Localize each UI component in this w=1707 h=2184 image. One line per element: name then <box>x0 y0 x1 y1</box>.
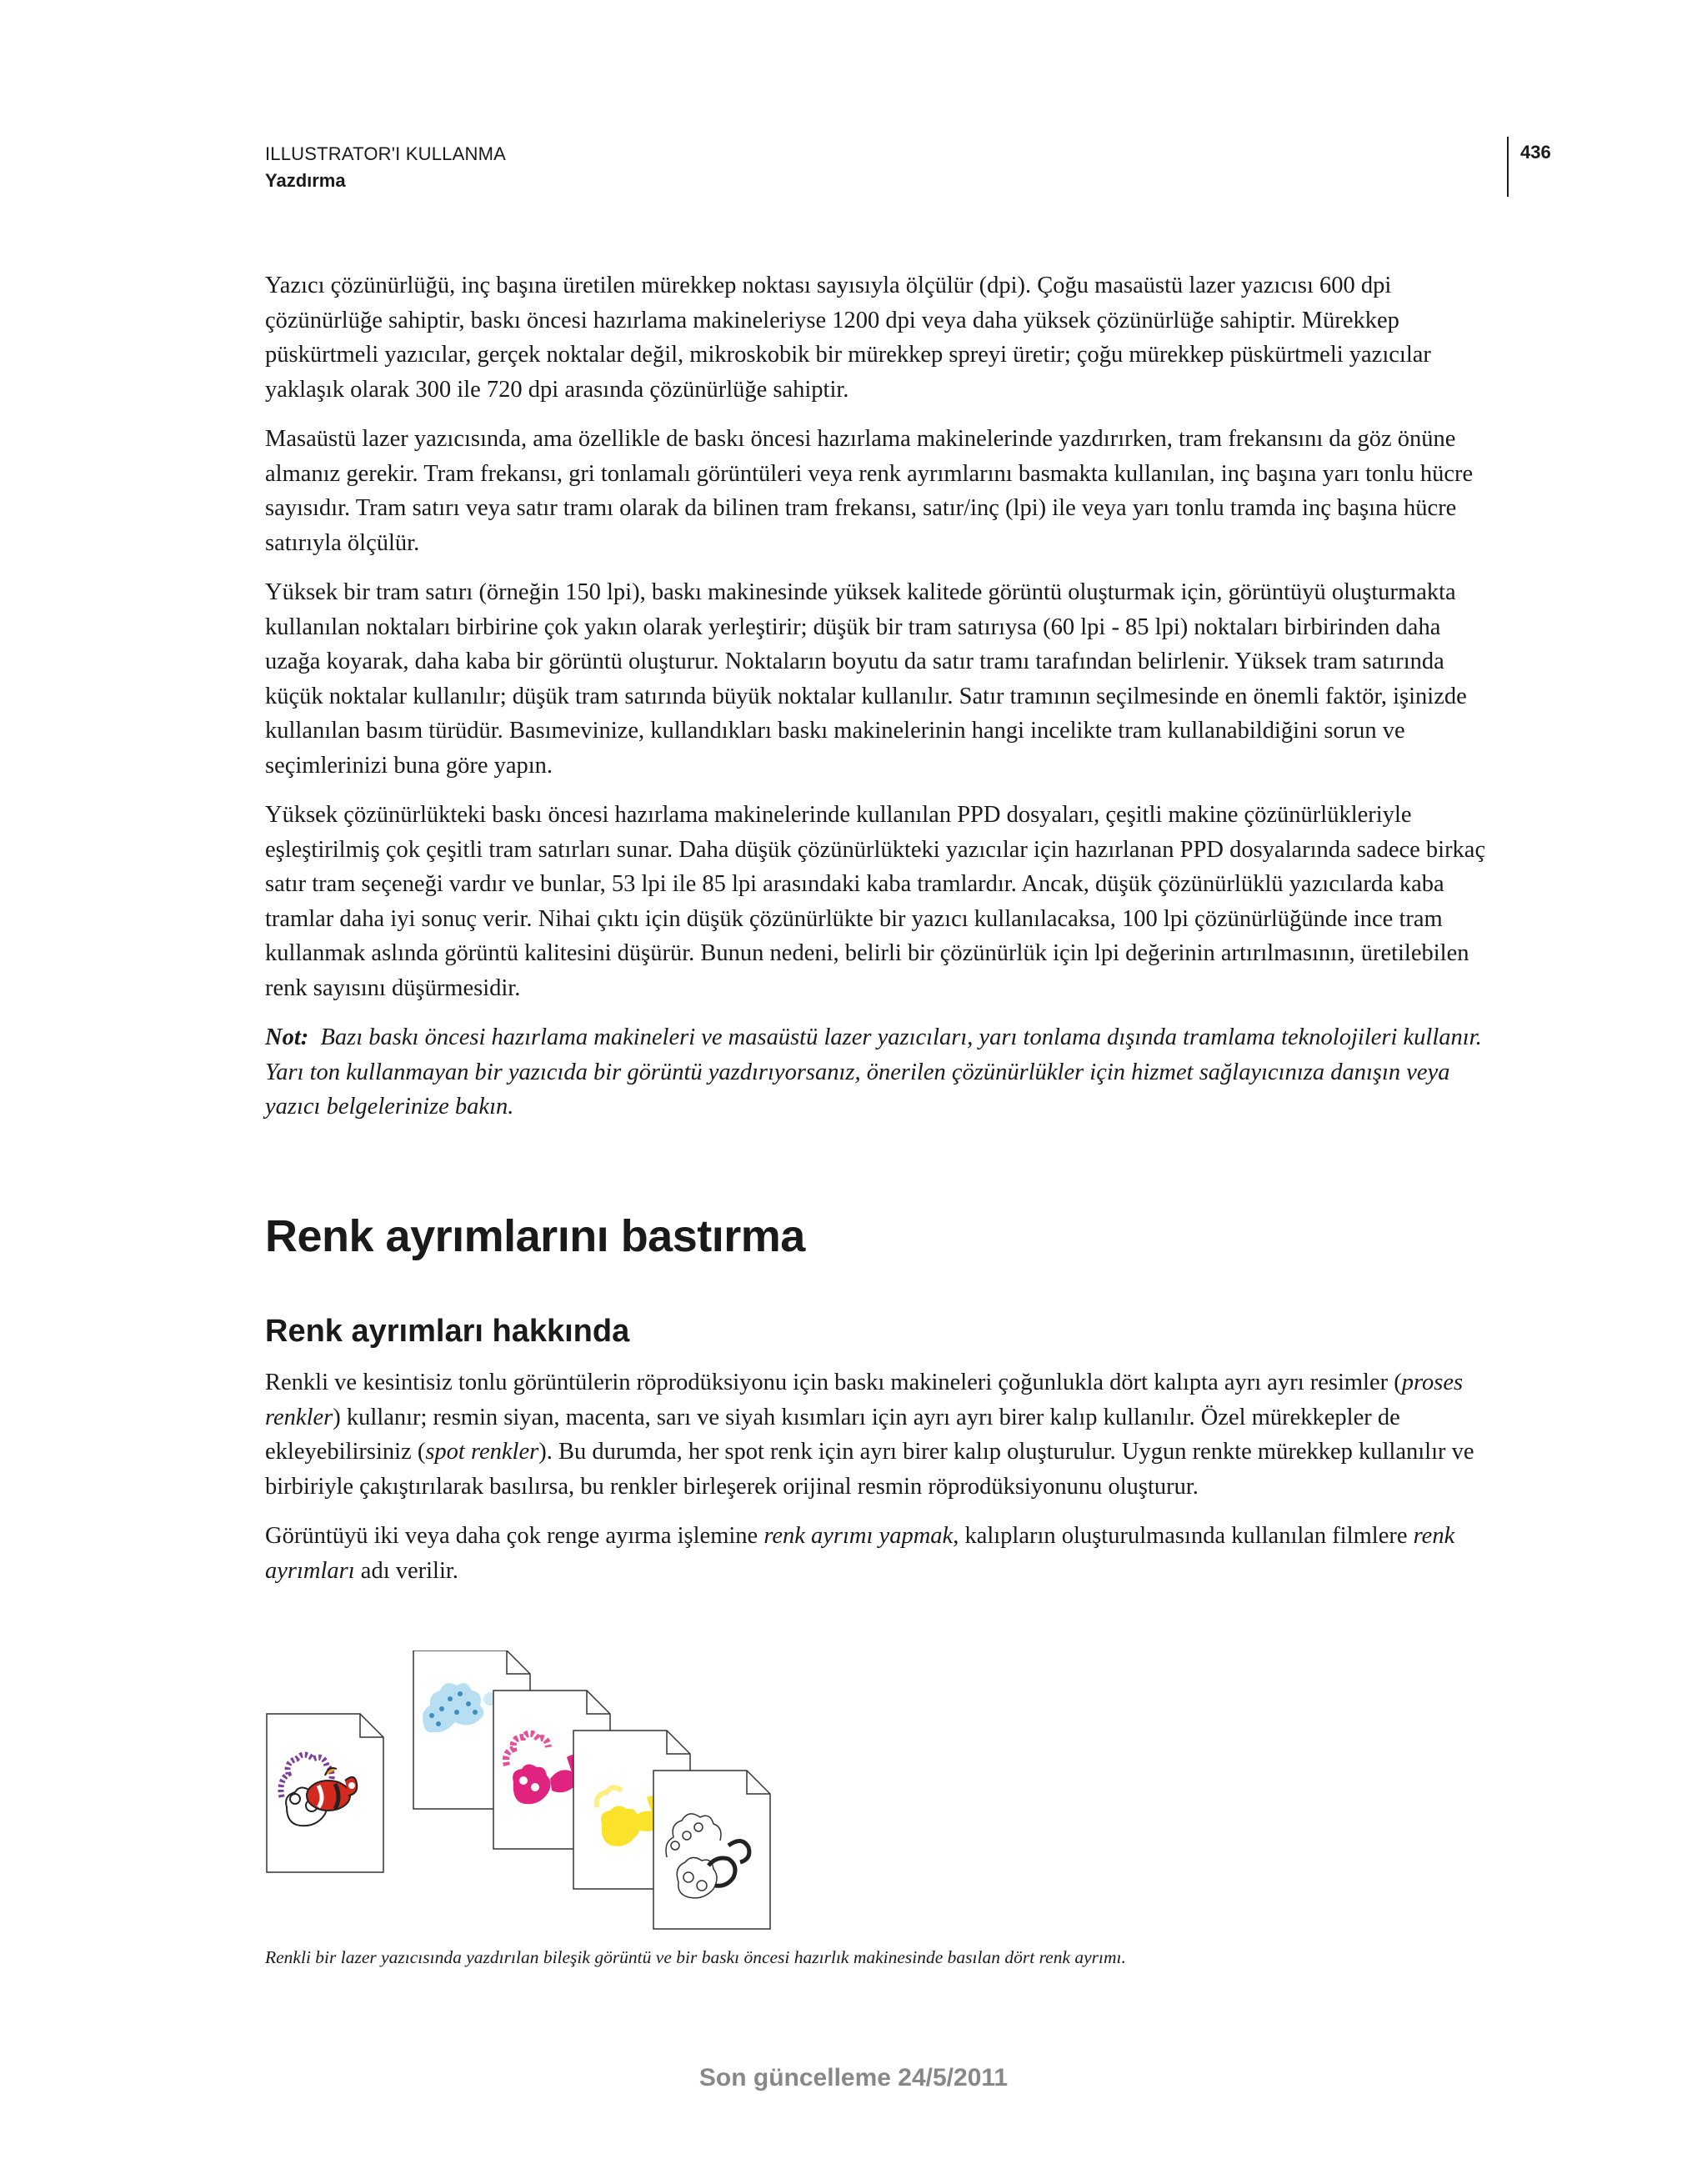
figure-caption: Renkli bir lazer yazıcısında yazdırılan bileşik görüntü ve bir baskı öncesi hazırlık makinesinde basılan dört renk ayrımı. <box>265 1947 1126 1967</box>
header-divider <box>1507 137 1509 197</box>
subsection-heading: Renk ayrımları hakkında <box>265 1314 630 1349</box>
paragraph: Yazıcı çözünürlüğü, inç başına üretilen mürekkep noktası sayısıyla ölçülür (dpi). Çoğu masaüstü lazer yazıcısı 600 dpi çözünürlüğe sahiptir, baskı öncesi hazırlama makineleriyse 1200 dpi veya daha yüksek çözünürlüğe sahiptir. Mürekkep püskürtmeli yazıcılar, gerçek noktalar değil, mikroskobik bir mürekkep spreyi üretir; çoğu mürekkep püskürtmeli yazıcılar yaklaşık olarak 300 ile 720 dpi arasında çözünürlüğe sahiptir. <box>265 273 1431 403</box>
footer-last-updated: Son güncelleme 24/5/2011 <box>698 2064 1009 2091</box>
text-run: Görüntüyü iki veya daha çok renge ayırma işlemine <box>265 1523 764 1549</box>
paragraph <box>265 1365 1499 1504</box>
italic-term: renk ayrımı yapmak <box>763 1523 954 1549</box>
text-run: ). Bu durumda, her spot renk için ayrı birer kalıp oluşturulur. Uygun renkte mürekkep kullanılır ve birbiriyle çakıştırılarak basılırsa, bu renkler birleşerek orijinal resmin röprodüksiyonunu oluşturur. <box>265 1439 1474 1500</box>
body-text <box>265 268 1499 1125</box>
italic-term: renk ayrımları <box>265 1523 1455 1584</box>
running-header <box>265 143 506 192</box>
header-title: ILLUSTRATOR'I KULLANMA <box>265 143 506 164</box>
note-text: Bazı baskı öncesi hazırlama makineleri ve masaüstü lazer yazıcıları, yarı tonlama dışında tramlama teknolojileri kullanır. Yarı ton kullanmayan bir yazıcıda bir görüntü yazdırıyorsanız, önerilen çözünürlükler için hizmet sağlayıcınıza danışın veya yazıcı belgelerinize bakın. <box>265 1024 1482 1120</box>
italic-term: proses renkler <box>265 1370 1464 1430</box>
black-separation-page <box>653 1771 770 1929</box>
text-run: Renkli ve kesintisiz tonlu görüntülerin röprodüksiyonu için baskı makineleri çoğunlukla dört kalıpta ayrı ayrı resimler ( <box>265 1370 1402 1395</box>
body-text-2 <box>265 1365 1499 1603</box>
paragraph: Masaüstü lazer yazıcısında, ama özellikle de baskı öncesi hazırlama makinelerinde yazdırırken, tram frekansını da göz önüne almanız gerekir. Tram frekansı, gri tonlamalı görüntüleri veya renk ayrımlarını basmakta kullanılan, inç başına yarı tonlu hücre sayısıdır. Tram satırı veya satır tramı olarak da bilinen tram frekansı, satır/inç (lpi) ile veya yarı tonlu tramda inç başına hücre satırıyla ölçülür. <box>265 426 1474 556</box>
color-separation-figure <box>265 1651 815 1934</box>
text-run: adı verilir. <box>354 1557 458 1584</box>
paragraph: Yüksek bir tram satırı (örneğin 150 lpi), baskı makinesinde yüksek kalitede görüntü oluşturmak için, görüntüyü oluşturmakta kullanılan noktaları birbirine çok yakın olarak yerleştirir; düşük bir tram satırıysa (60 lpi - 85 lpi) noktaları birbirinden daha uzağa koyarak, daha kaba bir görüntü oluşturur. Noktaların boyutu da satır tramı tarafından belirlenir. Yüksek tram satırında küçük noktalar kullanılır; düşük tram satırında büyük noktalar kullanılır. Satır tramının seçilmesinde en önemli faktör, işinizde kullanılan basım türüdür. Basımevinize, kullandıkları baskı makinelerinin hangi incelikte tram kullanabildiğini sorun ve seçimlerinizi buna göre yapın. <box>265 579 1467 779</box>
text-run: , kalıpların oluşturulmasında kullanılan filmlere <box>953 1523 1414 1549</box>
composite-page <box>267 1714 383 1872</box>
page-number: 436 <box>1520 142 1551 163</box>
text-run: ) kullanır; resmin siyan, macenta, sarı ve siyah kısımları için ayrı ayrı birer kalıp kullanılır. Özel mürekkepler de ekleyebilirsiniz ( <box>265 1404 1400 1465</box>
note <box>265 1020 1499 1125</box>
section-heading: Renk ayrımlarını bastırma <box>265 1211 805 1261</box>
paragraph <box>265 1519 1499 1588</box>
paragraph: Yüksek çözünürlükteki baskı öncesi hazırlama makinelerinde kullanılan PPD dosyaları, çeşitli makine çözünürlükleriyle eşleştirilmiş çok çeşitli tram satırları sunar. Daha düşük çözünürlükteki yazıcılar için hazırlanan PPD dosyalarında sadece birkaç satır tram seçeneği vardır ve bunlar, 53 lpi ile 85 lpi arasındaki kaba tramlardır. Ancak, düşük çözünürlüklü yazıcılarda kaba tramlar daha iyi sonuç verir. Nihai çıktı için düşük çözünürlükte bir yazıcı kullanılacaksa, 100 lpi çözünürlüğünde ince tram kullanmak aslında görüntü kalitesini düşürür. Bunun nedeni, belirli bir çözünürlük için lpi değerinin artırılmasının, üretilebilen renk sayısını düşürmesidir. <box>265 802 1486 1001</box>
note-label: Not: <box>265 1024 309 1050</box>
header-section: Yazdırma <box>265 170 346 191</box>
italic-term: spot renkler <box>425 1439 539 1465</box>
